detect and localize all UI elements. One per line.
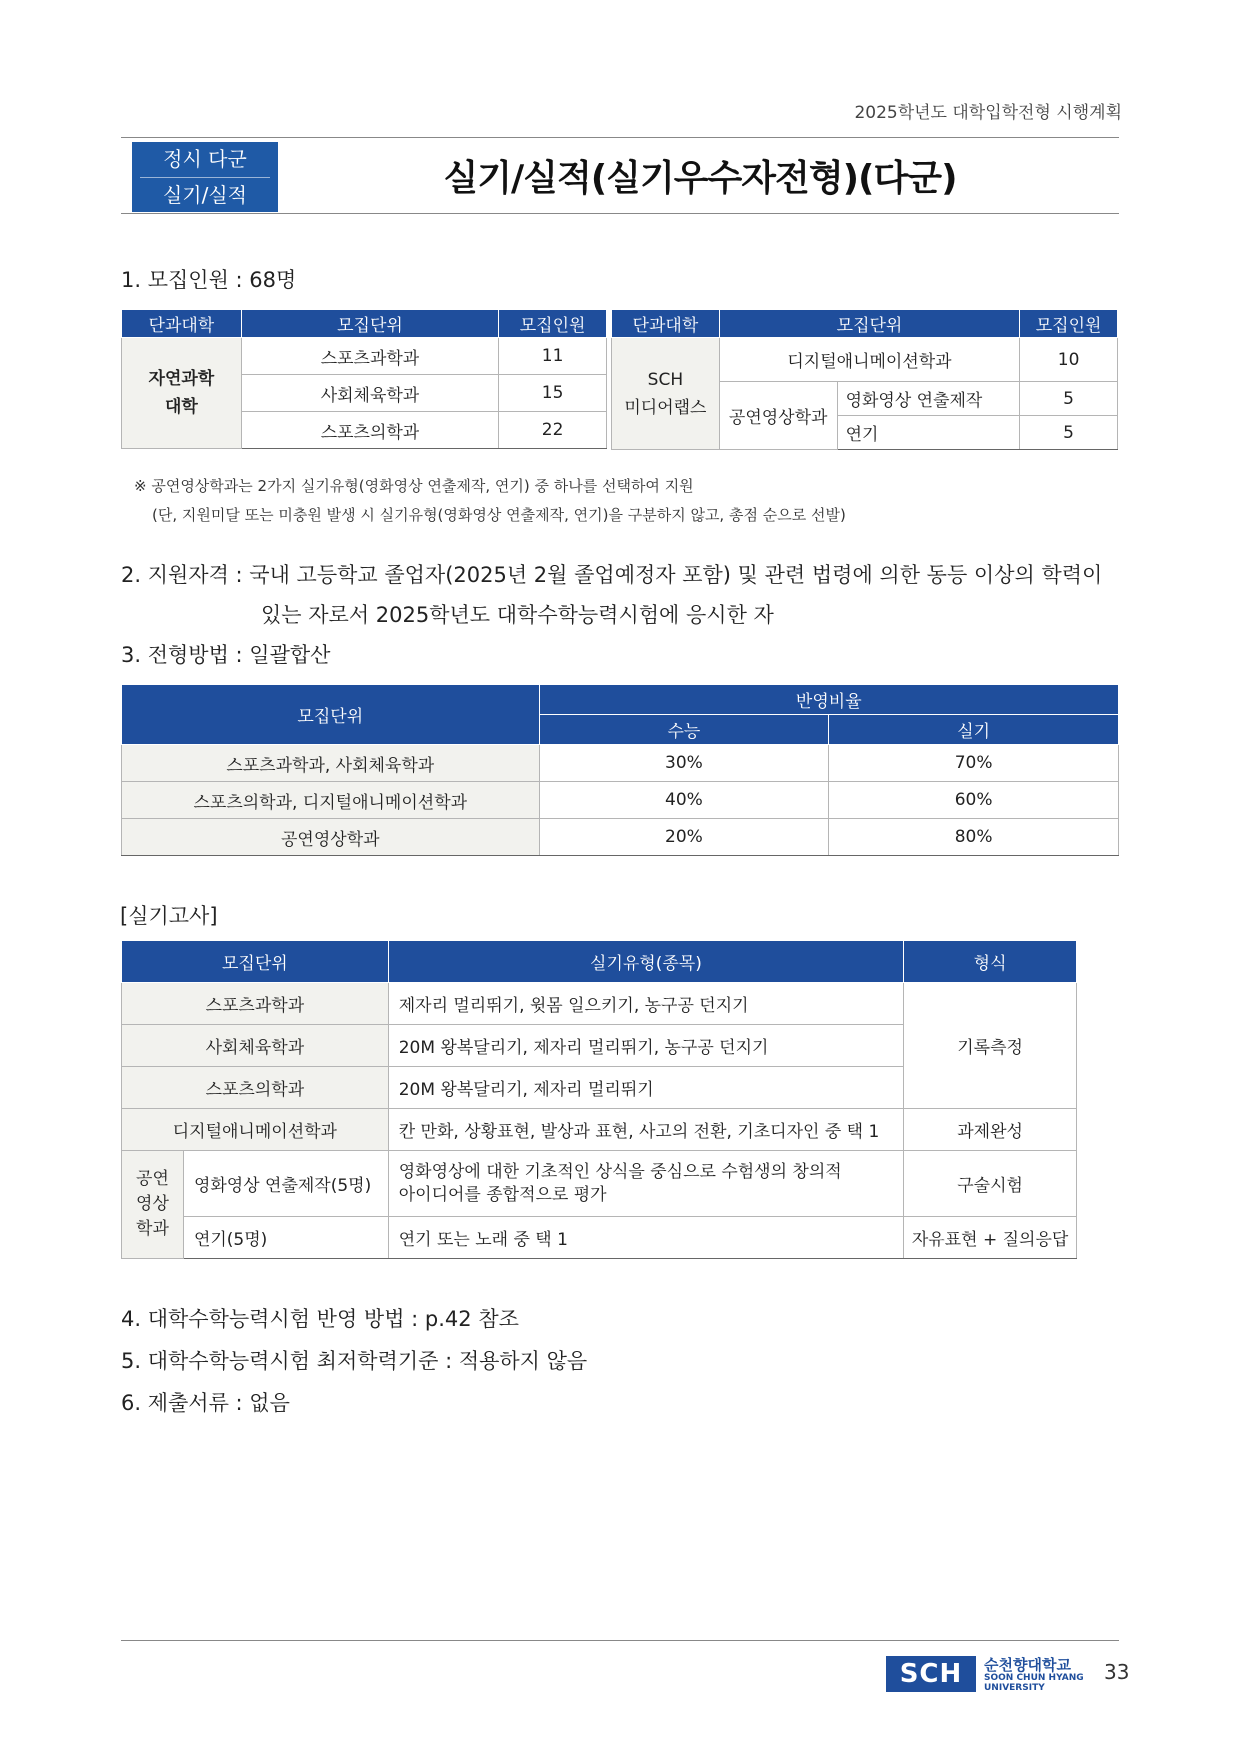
unit-cell: 디지털애니메이션학과 <box>122 1109 389 1151</box>
header-cell: 반영비율 <box>539 685 1118 715</box>
unit-cell: 연기 <box>837 416 1020 450</box>
count-cell: 5 <box>1020 416 1118 450</box>
note-line2: (단, 지원미달 또는 미충원 발생 시 실기유형(영화영상 연출제작, 연기)을 구분하지 않고, 총점 순으로 선발) <box>152 506 846 524</box>
college-natural-science: 자연과학 대학 <box>122 338 242 449</box>
top-caption: 2025학년도 대학입학전형 시행계획 <box>854 103 1122 123</box>
section2-label: 2. 지원자격 : 국내 고등학교 졸업자(2025년 2월 졸업예정자 포함) 및 관련 법령에 의한 동등 이상의 학력이 <box>121 563 1103 587</box>
unit-cell: 사회체육학과 <box>122 1025 389 1067</box>
university-name-kr: 순천향대학교 <box>984 1656 1071 1674</box>
ratio-cell: 60% <box>829 782 1119 819</box>
section2-label-cont: 있는 자로서 2025학년도 대학수학능력시험에 응시한 자 <box>261 603 774 627</box>
header-cell: 실기유형(종목) <box>388 941 903 983</box>
header-cell: 수능 <box>539 715 829 745</box>
footer-rule <box>121 1640 1119 1641</box>
university-name-en-line2: UNIVERSITY <box>984 1683 1045 1693</box>
recruit-table-left <box>121 309 607 449</box>
type-cell: 제자리 멀리뛰기, 윗몸 일으키기, 농구공 던지기 <box>388 983 903 1025</box>
unit-cell: 스포츠과학과 <box>241 338 498 375</box>
section6-label: 6. 제출서류 : 없음 <box>121 1391 290 1415</box>
exam-label: [실기고사] <box>120 904 218 928</box>
note-line1: ※ 공연영상학과는 2가지 실기유형(영화영상 연출제작, 연기) 중 하나를 선택하여 지원 <box>134 477 694 495</box>
badge-line2: 실기/실적 <box>162 183 248 207</box>
ratio-cell: 70% <box>829 745 1119 782</box>
exam-table <box>121 940 1077 1259</box>
section3-label: 3. 전형방법 : 일괄합산 <box>121 643 331 667</box>
section4-label: 4. 대학수학능력시험 반영 방법 : p.42 참조 <box>121 1307 519 1331</box>
header-rule-top <box>121 137 1119 138</box>
format-cell: 구술시험 <box>904 1151 1077 1217</box>
header-cell: 형식 <box>904 941 1077 983</box>
university-name-en-line1: SOON CHUN HYANG <box>984 1673 1084 1683</box>
header-cell: 모집단위 <box>122 685 540 745</box>
format-cell: 기록측정 <box>904 983 1077 1109</box>
unit-cell: 스포츠의학과, 디지털애니메이션학과 <box>122 782 540 819</box>
format-cell: 자유표현 + 질의응답 <box>904 1217 1077 1259</box>
unit-cell: 공연영상학과 <box>122 819 540 856</box>
header-cell: 모집단위 <box>241 310 498 338</box>
type-cell: 20M 왕복달리기, 제자리 멀리뛰기, 농구공 던지기 <box>388 1025 903 1067</box>
type-cell: 영화영상에 대한 기초적인 상식을 중심으로 수험생의 창의적 아이디어를 종합적으로 평가 <box>388 1151 903 1217</box>
header-cell: 모집인원 <box>499 310 607 338</box>
header-cell: 모집단위 <box>122 941 389 983</box>
header-rule-bottom <box>121 213 1119 214</box>
category-badge <box>132 142 278 212</box>
unit-cell: 스포츠의학과 <box>122 1067 389 1109</box>
count-cell: 5 <box>1020 382 1118 416</box>
unit-cell: 사회체육학과 <box>241 375 498 412</box>
count-cell: 11 <box>499 338 607 375</box>
ratio-cell: 30% <box>539 745 829 782</box>
header-cell: 실기 <box>829 715 1119 745</box>
count-cell: 10 <box>1020 338 1118 382</box>
ratio-table <box>121 684 1119 856</box>
unit-group-performance: 공연 영상 학과 <box>122 1151 184 1259</box>
count-cell: 15 <box>499 375 607 412</box>
section1-label: 1. 모집인원 : 68명 <box>121 268 297 292</box>
unit-cell: 스포츠과학과 <box>122 983 389 1025</box>
recruit-table-right <box>611 309 1118 450</box>
page-number: 33 <box>1104 1660 1130 1684</box>
college-sch-media-labs: SCH 미디어랩스 <box>612 338 720 450</box>
unit-group-performance: 공연영상학과 <box>719 382 837 450</box>
page-title: 실기/실적(실기우수자전형)(다군) <box>443 158 957 199</box>
unit-cell: 연기(5명) <box>183 1217 388 1259</box>
header-cell: 모집인원 <box>1020 310 1118 338</box>
unit-cell: 영화영상 연출제작(5명) <box>183 1151 388 1217</box>
badge-line1: 정시 다군 <box>140 142 270 178</box>
format-cell: 과제완성 <box>904 1109 1077 1151</box>
unit-cell: 스포츠과학과, 사회체육학과 <box>122 745 540 782</box>
ratio-cell: 20% <box>539 819 829 856</box>
section5-label: 5. 대학수학능력시험 최저학력기준 : 적용하지 않음 <box>121 1349 588 1373</box>
type-cell: 칸 만화, 상황표현, 발상과 표현, 사고의 전환, 기초디자인 중 택 1 <box>388 1109 903 1151</box>
unit-cell: 영화영상 연출제작 <box>837 382 1020 416</box>
ratio-cell: 40% <box>539 782 829 819</box>
ratio-cell: 80% <box>829 819 1119 856</box>
header-cell: 단과대학 <box>122 310 242 338</box>
type-cell: 연기 또는 노래 중 택 1 <box>388 1217 903 1259</box>
count-cell: 22 <box>499 412 607 449</box>
header-cell: 모집단위 <box>719 310 1019 338</box>
university-name-en <box>984 1673 1084 1693</box>
type-cell: 20M 왕복달리기, 제자리 멀리뛰기 <box>388 1067 903 1109</box>
unit-cell: 스포츠의학과 <box>241 412 498 449</box>
sch-logo: SCH <box>886 1656 976 1692</box>
header-cell: 단과대학 <box>612 310 720 338</box>
unit-cell: 디지털애니메이션학과 <box>719 338 1019 382</box>
